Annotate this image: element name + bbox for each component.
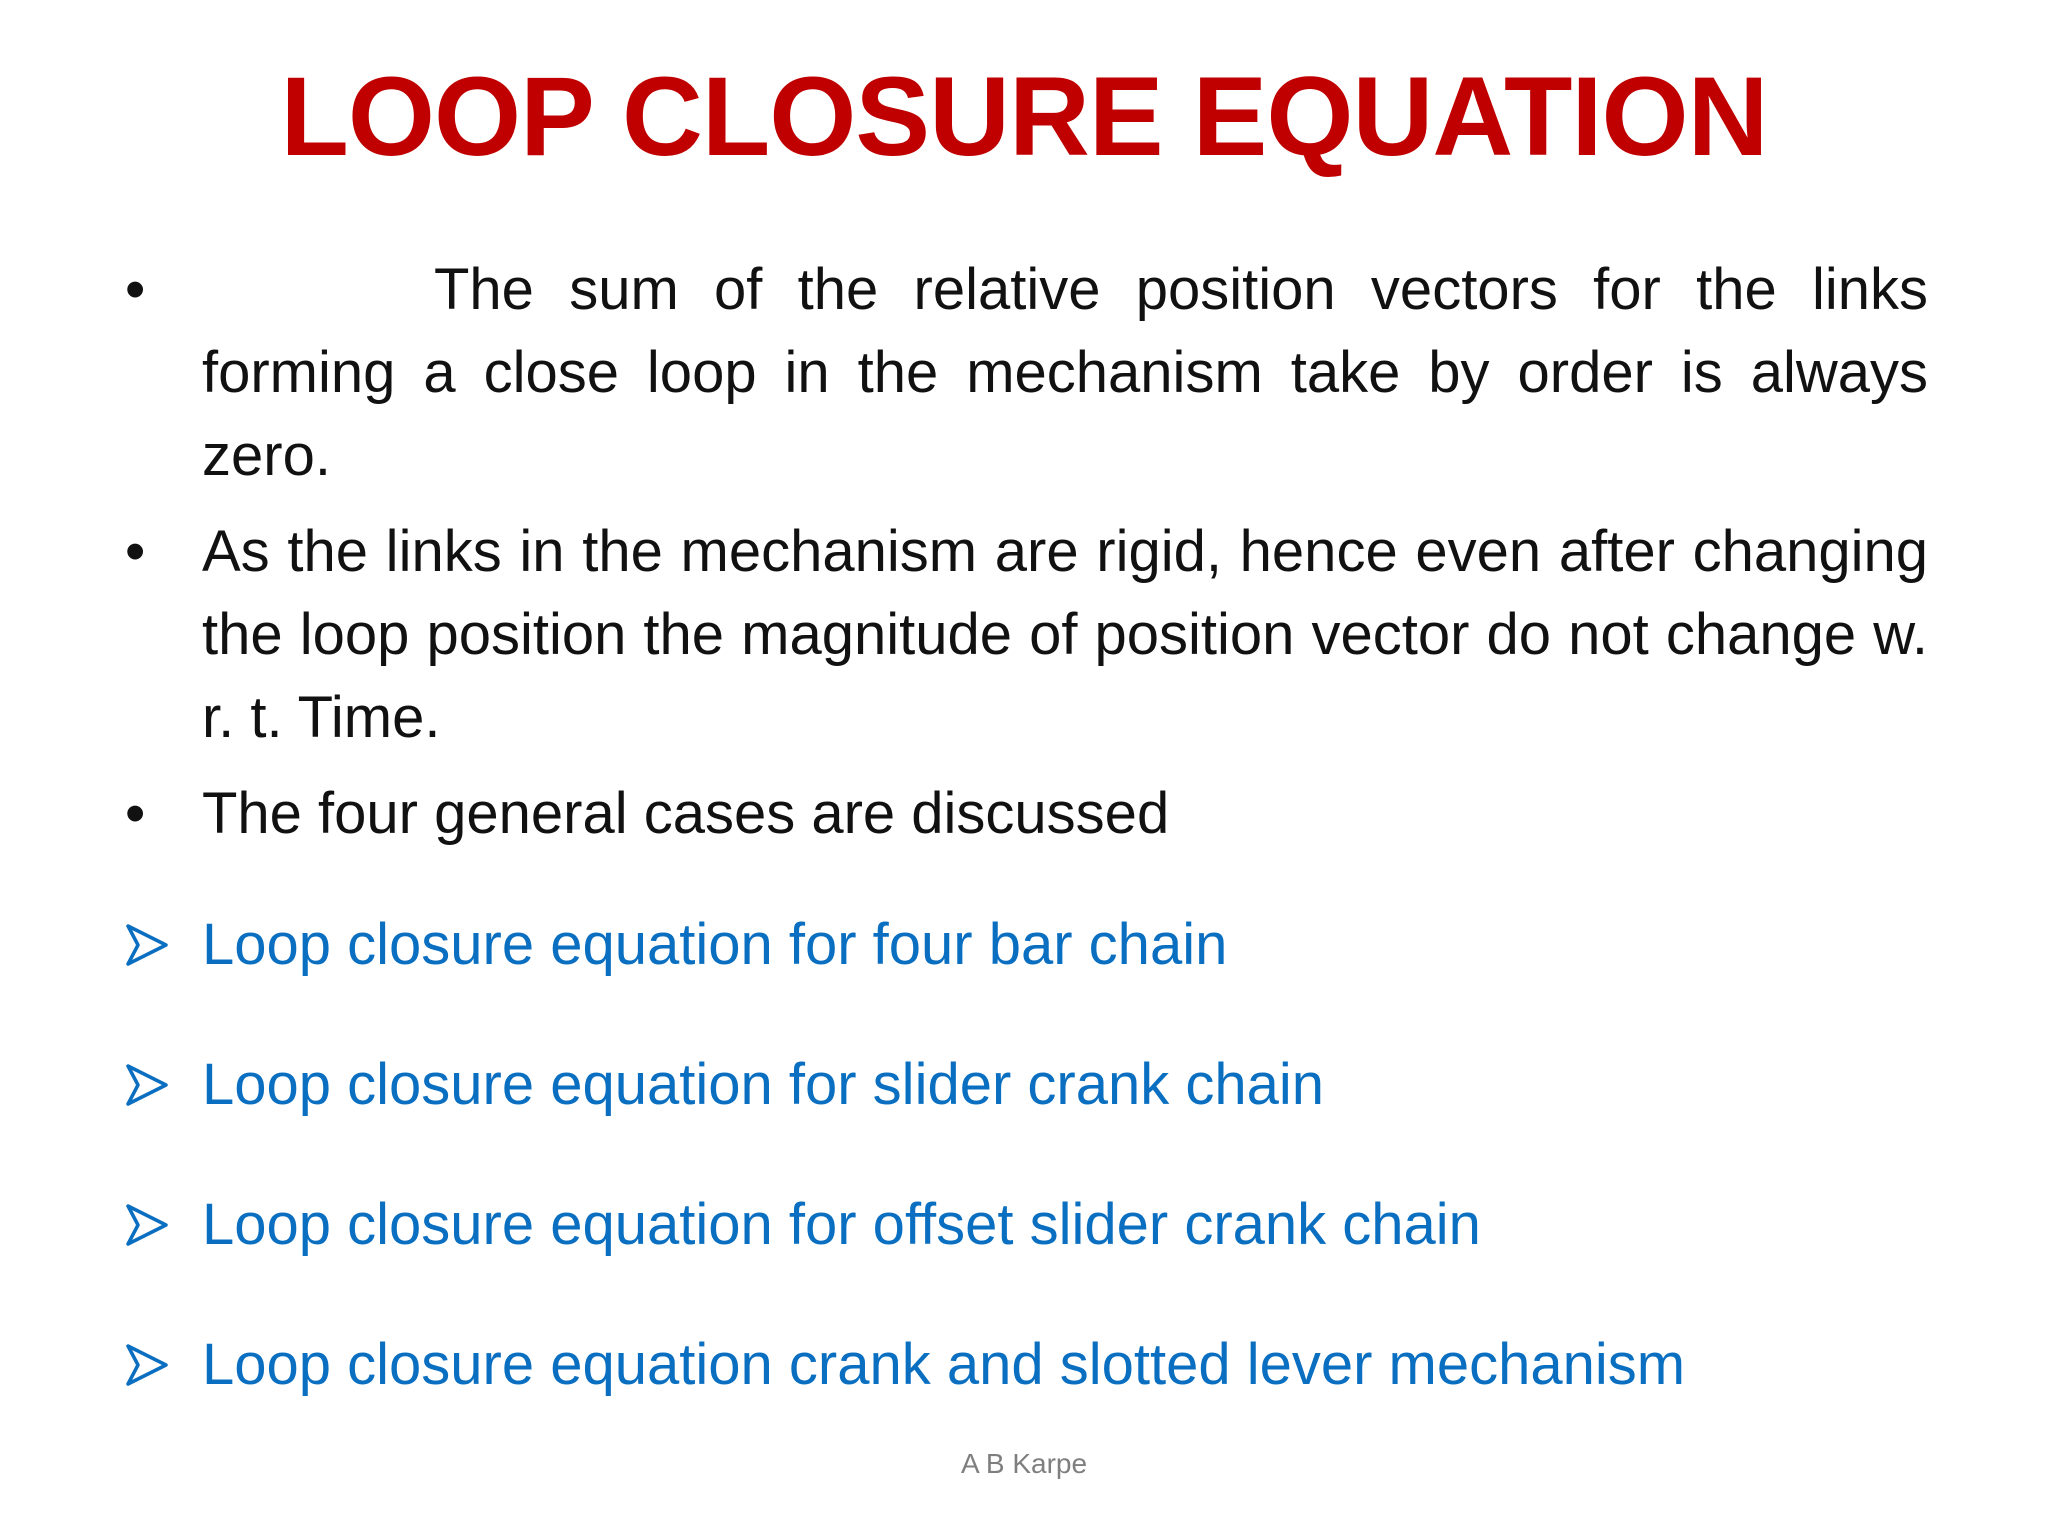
bullet-dot-icon: • (125, 781, 146, 846)
bullet-text: The four general cases are discussed (202, 781, 1170, 846)
bullet-list (120, 248, 1928, 855)
case-list (120, 900, 1928, 1460)
bullet-item (120, 248, 1928, 497)
slide-title: LOOP CLOSURE EQUATION (280, 54, 1768, 179)
arrowhead-bullet-icon (126, 1064, 168, 1106)
case-item (120, 1320, 1928, 1410)
arrowhead-bullet-icon (126, 1344, 168, 1386)
case-text: Loop closure equation for slider crank chain (202, 1052, 1324, 1117)
footer-author: A B Karpe (960, 1448, 1088, 1479)
case-item (120, 1040, 1928, 1130)
arrowhead-bullet-icon (126, 924, 168, 966)
bullet-text: The sum of the relative position vectors for the links forming a close loop in the mechanism take by order is always zero. (202, 257, 1928, 488)
bullet-item (120, 772, 1928, 855)
bullet-dot-icon: • (125, 519, 146, 584)
case-item (120, 1180, 1928, 1270)
bullet-text: As the links in the mechanism are rigid, hence even after changing the loop position the magnitude of position vector do not change w. r. t. Time. (202, 519, 1928, 750)
case-item (120, 900, 1928, 990)
case-text: Loop closure equation crank and slotted lever mechanism (202, 1332, 1686, 1397)
case-text: Loop closure equation for offset slider crank chain (202, 1192, 1481, 1257)
bullet-dot-icon: • (125, 257, 146, 322)
bullet-item (120, 510, 1928, 759)
arrowhead-bullet-icon (126, 1204, 168, 1246)
case-text: Loop closure equation for four bar chain (202, 912, 1228, 977)
